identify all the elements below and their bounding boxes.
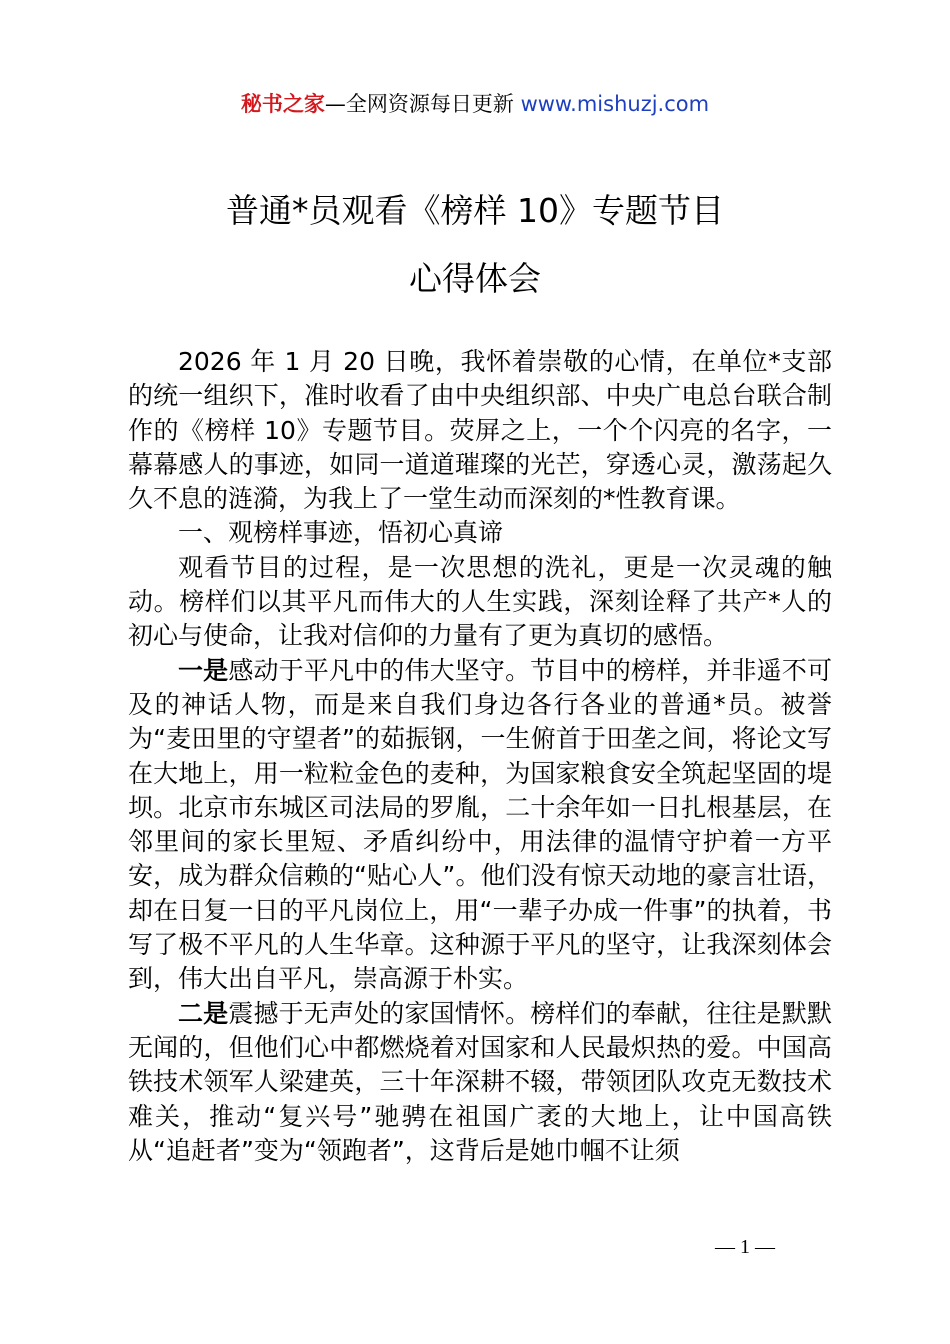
point-one-lead: 一是: [178, 655, 229, 685]
page-number: — 1 —: [715, 1236, 775, 1258]
document-title-line-2: 心得体会: [409, 259, 541, 298]
site-brand: 秘书之家: [240, 92, 325, 116]
point-two-text: 震撼于无声处的家国情怀。榜样们的奉献，往往是默默无闻的，但他们心中都燃烧着对国家和人民最炽热的爱。中国高铁技术领军人梁建英，三十年深耕不辍，带领团队攻克无数技术难关，推动“复兴号”驰骋在祖国广袤的大地上，让中国高铁从“追赶者”变为“领跑者”，这背后是她巾帼不让须: [128, 998, 832, 1165]
site-header: [0, 88, 950, 120]
section-intro-paragraph: 观看节目的过程，是一次思想的洗礼，更是一次灵魂的触动。榜样们以其平凡而伟大的人生实践，深刻诠释了共产*人的初心与使命，让我对信仰的力量有了更为真切的感悟。: [128, 552, 832, 651]
site-tagline: —全网资源每日更新: [324, 92, 521, 116]
point-two-paragraph: [128, 997, 832, 1168]
section-heading: 一、观榜样事迹，悟初心真谛: [178, 518, 504, 548]
point-one-text: 感动于平凡中的伟大坚守。节目中的榜样，并非遥不可及的神话人物，而是来自我们身边各行各业的普通*员。被誉为“麦田里的守望者”的茹振钢，一生俯首于田垄之间，将论文写在大地上，用一粒粒金色的麦种，为国家粮食安全筑起坚固的堤坝。北京市东城区司法局的罗胤，二十余年如一日扎根基层，在邻里间的家长里短、矛盾纠纷中，用法律的温情守护着一方平安，成为群众信赖的“贴心人”。他们没有惊天动地的豪言壮语，却在日复一日的平凡岗位上，用“一辈子办成一件事”的执着，书写了极不平凡的人生华章。这种源于平凡的坚守，让我深刻体会到，伟大出自平凡，崇高源于朴实。: [128, 655, 832, 994]
point-two-lead: 二是: [178, 998, 229, 1028]
document-title-line-1: 普通*员观看《榜样 10》专题节目: [226, 191, 724, 230]
intro-paragraph: 2026 年 1 月 20 日晚，我怀着崇敬的心情，在单位*支部的统一组织下，准时收看了由中央组织部、中央广电总台联合制作的《榜样 10》专题节目。荧屏之上，一个个闪亮的名字，一幕幕感人的事迹，如同一道道璀璨的光芒，穿透心灵，激荡起久久不息的涟漪，为我上了一堂生动而深刻的*性教育课。: [128, 347, 832, 514]
point-one-paragraph: [128, 654, 832, 997]
site-url-link[interactable]: www.mishuzj.com: [520, 92, 710, 116]
document-body: [128, 345, 832, 1168]
